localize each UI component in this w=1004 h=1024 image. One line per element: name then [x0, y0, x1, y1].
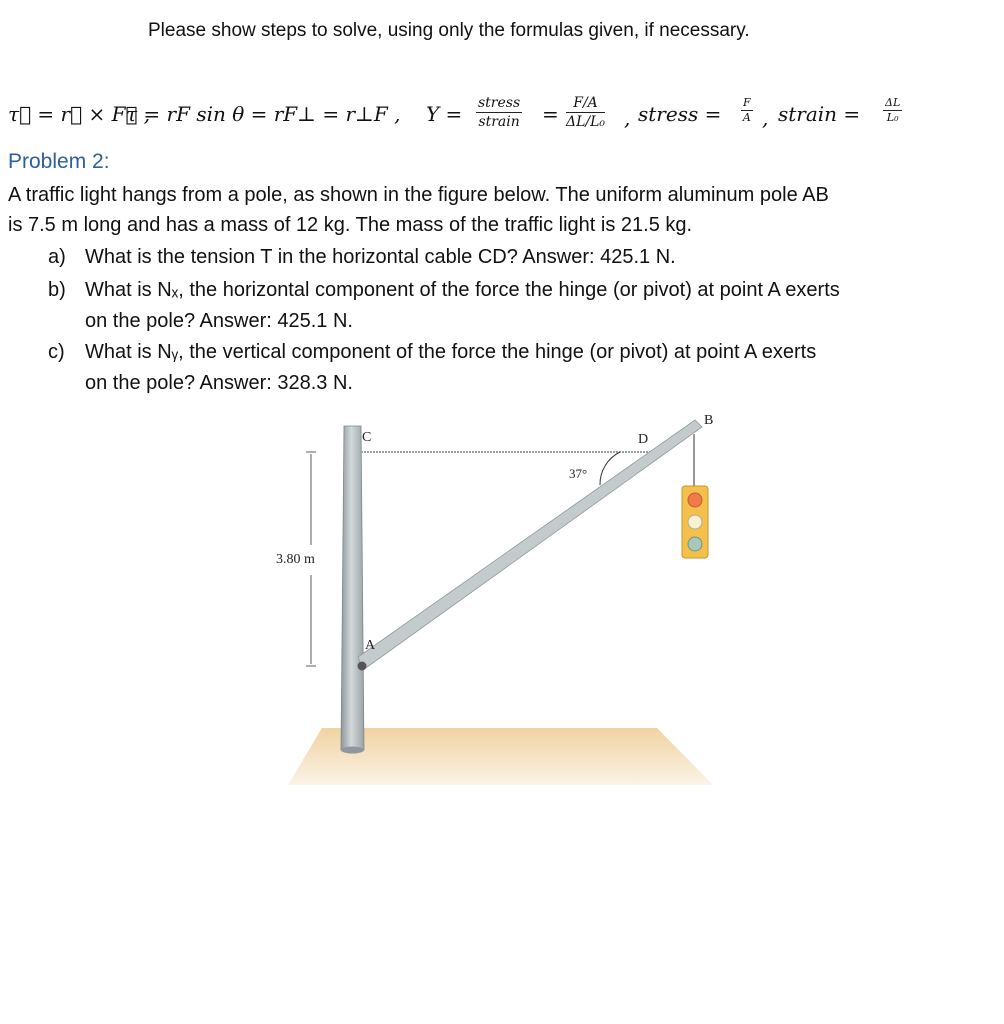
angle-label: 37°	[569, 466, 588, 481]
strain-fraction	[883, 96, 902, 125]
question-text-line-1: What is Nₓ, the horizontal component of the force the hinge (or pivot) at point A exerts	[85, 279, 840, 301]
youngs-modulus-lhs: Y =	[426, 102, 463, 126]
question-label: c)	[48, 341, 65, 363]
fraction-denominator: ΔL/L₀	[566, 114, 606, 130]
label-a: A	[365, 638, 376, 653]
height-label: 3.80 m	[276, 552, 315, 567]
equals-sign: =	[542, 102, 559, 126]
fraction-numerator: F	[743, 96, 751, 109]
vertical-pole	[341, 426, 364, 750]
question-text: What is the tension T in the horizontal cable CD? Answer: 425.1 N.	[85, 246, 676, 268]
question-text-line-1: What is Nᵧ, the vertical component of the force the hinge (or pivot) at point A exerts	[85, 341, 817, 363]
red-lamp	[688, 493, 702, 507]
question-text-line-2: on the pole? Answer: 425.1 N.	[85, 310, 353, 332]
comma: ,	[762, 106, 769, 130]
statement-line-2: is 7.5 m long and has a mass of 12 kg. The mass of the traffic light is 21.5 kg.	[8, 214, 693, 236]
fraction-denominator: strain	[478, 114, 520, 130]
problem-title: Problem 2:	[8, 150, 110, 173]
green-lamp	[688, 537, 702, 551]
label-b: B	[704, 413, 714, 428]
label-c: C	[362, 430, 372, 445]
question-label: a)	[48, 246, 66, 268]
fraction-numerator: stress	[478, 95, 521, 111]
label-d: D	[638, 432, 649, 447]
question-label: b)	[48, 279, 66, 301]
formula-line	[8, 92, 998, 142]
fraction-numerator: F/A	[566, 94, 605, 113]
problem-statement	[8, 180, 829, 240]
traffic-light-figure	[0, 400, 1004, 800]
question-text-line-2: on the pole? Answer: 328.3 N.	[85, 372, 353, 394]
pole-base	[341, 747, 364, 754]
torque-magnitude-formula: τ = rF sin θ = rF⊥ = r⊥F ,	[126, 102, 401, 126]
fraction-numerator: ΔL	[885, 96, 901, 109]
force-area-fraction	[566, 94, 605, 131]
fraction-denominator: A	[742, 111, 751, 124]
stress-fraction	[741, 96, 753, 125]
instruction-text: Please show steps to solve, using only the formulas given, if necessary.	[148, 20, 750, 41]
stress-lhs: stress =	[638, 102, 722, 126]
torque-vector-formula: τ⃗ = r⃗ × F⃗ ,	[8, 102, 151, 126]
strain-lhs: strain =	[778, 102, 861, 126]
yellow-lamp	[688, 515, 702, 529]
pole-ab	[358, 420, 702, 670]
hinge-a	[358, 662, 367, 671]
comma: ,	[624, 106, 631, 130]
stress-strain-fraction	[476, 94, 522, 131]
statement-line-1: A traffic light hangs from a pole, as shown in the figure below. The uniform aluminum pole AB	[8, 184, 829, 206]
fraction-denominator: L₀	[886, 111, 899, 124]
